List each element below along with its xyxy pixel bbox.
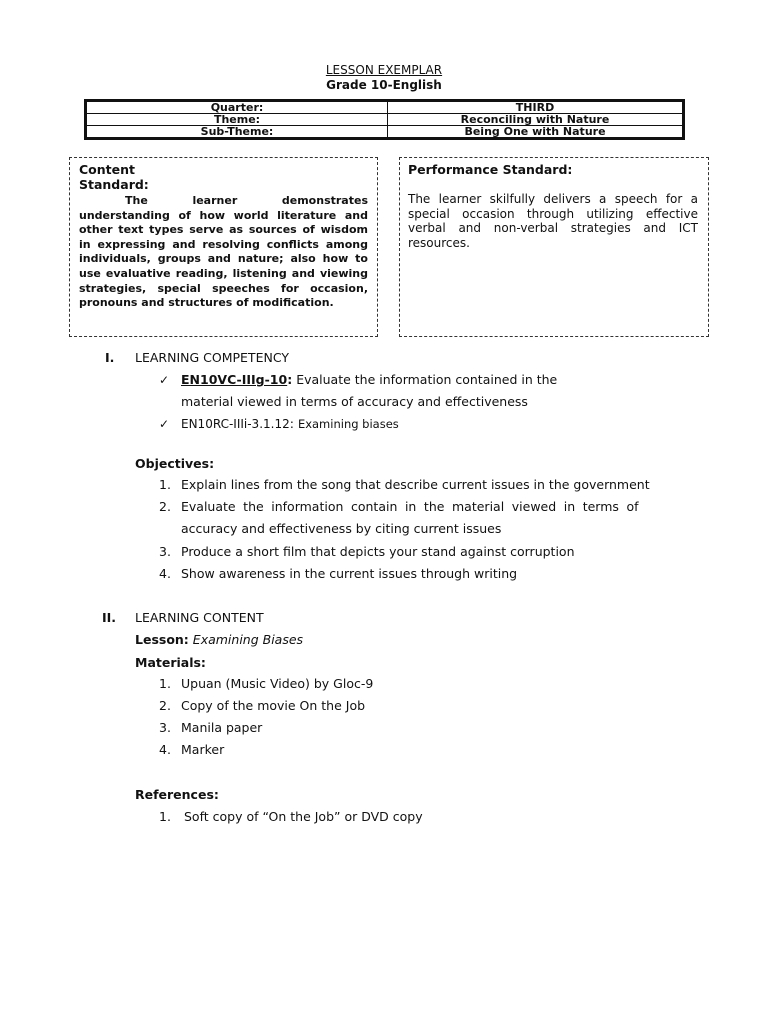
section2-numeral: II. xyxy=(102,610,117,625)
section1-title: LEARNING COMPETENCY xyxy=(135,350,289,365)
content-standard-box xyxy=(69,157,378,337)
grade-subtitle: Grade 10-English xyxy=(326,78,442,92)
material-4: 4. Marker xyxy=(159,742,225,757)
lesson-label: Lesson: xyxy=(135,632,189,647)
info-table xyxy=(84,99,685,140)
competency-2-text: Examining biases xyxy=(297,417,399,431)
subtheme-value: Being One with Nature xyxy=(388,126,684,139)
references-label: References: xyxy=(135,787,219,802)
objective-4: 4. Show awareness in the current issues through writing xyxy=(159,566,518,581)
materials-label: Materials: xyxy=(135,655,206,670)
material-1: 1. Upuan (Music Video) by Gloc-9 xyxy=(159,676,374,691)
objective-1: 1. Explain lines from the song that describe current issues in the government xyxy=(159,477,650,492)
competency-2 xyxy=(181,417,399,431)
table-row xyxy=(86,126,684,139)
theme-value: Reconciling with Nature xyxy=(388,114,684,126)
objective-3: 3. Produce a short film that depicts your stand against corruption xyxy=(159,544,575,559)
quarter-label: Quarter: xyxy=(86,101,388,114)
theme-label: Theme: xyxy=(86,114,388,126)
objective-2: 2. Evaluate the information contain in the material viewed in terms of xyxy=(159,499,639,514)
performance-standard-text: The learner skilfully delivers a speech for a special occasion through utilizing effective verbal and non-verbal strategies and ICT resources. xyxy=(408,192,698,250)
check-icon: ✓ xyxy=(159,417,170,431)
lesson-line xyxy=(135,633,303,647)
competency-1-text: Evaluate the information contained in the xyxy=(296,372,558,387)
subtheme-label: Sub-Theme: xyxy=(86,126,388,139)
lesson-title: LESSON EXEMPLAR xyxy=(325,63,443,77)
performance-standard-heading: Performance Standard: xyxy=(408,162,573,177)
quarter-value: THIRD xyxy=(388,101,684,114)
material-2: 2. Copy of the movie On the Job xyxy=(159,698,366,713)
reference-1: 1. Soft copy of “On the Job” or DVD copy xyxy=(159,809,423,824)
competency-2-code: EN10RC-IIIi-3.1.12 xyxy=(181,417,290,431)
content-standard-text: The learner demonstrates understanding of how world literature and other text types serve as sources of wisdom in expressing and resolving conflicts among individuals, groups and nature; also how to use evaluative reading, listening and viewing strategies, special speeches for occasion, pronouns and structures of modification. xyxy=(79,194,368,310)
section2-title: LEARNING CONTENT xyxy=(135,610,264,625)
content-standard-heading-2: Standard: xyxy=(79,177,149,192)
content-standard-heading-1: Content xyxy=(79,162,135,177)
competency-1-sep: : xyxy=(287,372,293,387)
objective-2-line-2: accuracy and effectiveness by citing current issues xyxy=(181,521,502,536)
table-row xyxy=(86,101,684,114)
table-row xyxy=(86,114,684,126)
check-icon: ✓ xyxy=(159,373,170,387)
competency-1-code: EN10VC-IIIg-10 xyxy=(181,372,288,387)
competency-1-text-2: material viewed in terms of accuracy and effectiveness xyxy=(181,394,528,409)
material-3: 3. Manila paper xyxy=(159,720,263,735)
competency-2-sep: : xyxy=(289,416,294,431)
competency-1 xyxy=(181,373,557,387)
objectives-label: Objectives: xyxy=(135,456,215,471)
section1-numeral: I. xyxy=(105,350,115,365)
lesson-value: Examining Biases xyxy=(192,632,304,647)
performance-standard-box xyxy=(399,157,709,337)
